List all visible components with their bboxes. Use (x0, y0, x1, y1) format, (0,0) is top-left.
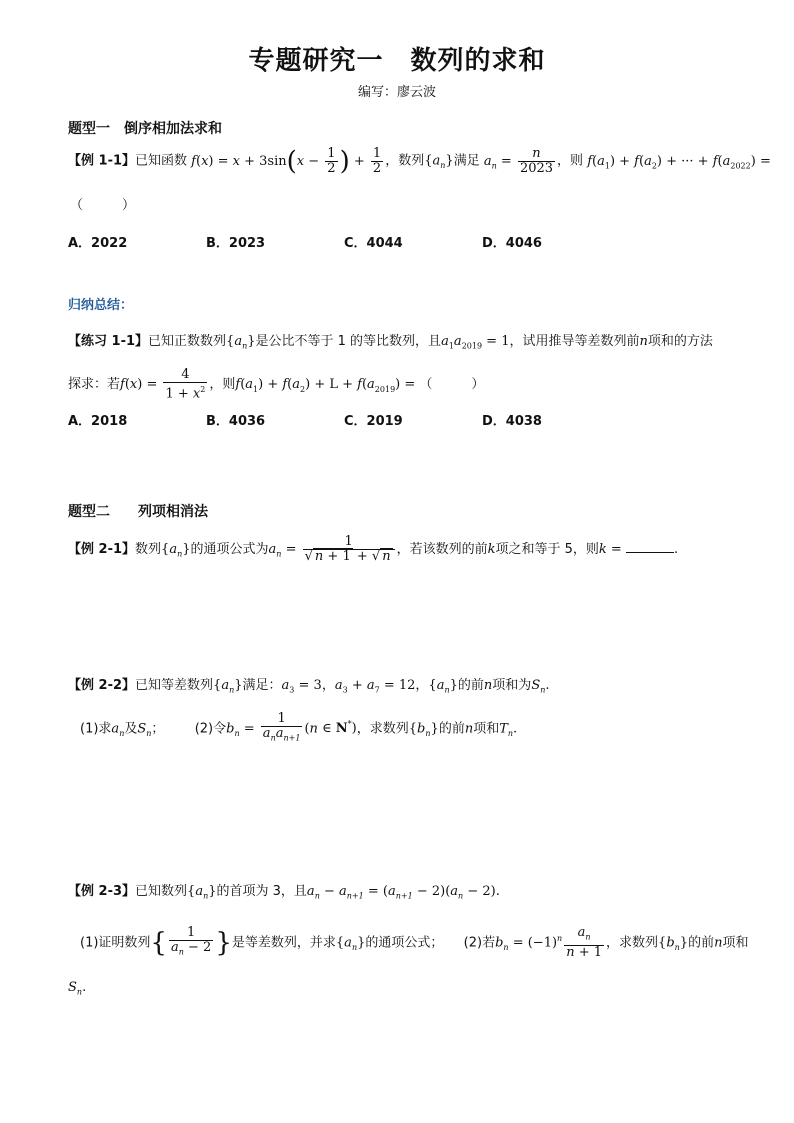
option-b: B．4036 (206, 414, 266, 429)
text: 是等差数列，并求 (231, 935, 336, 951)
text: (2)若 (463, 935, 496, 951)
text: 的首项为 3，且 (216, 884, 307, 899)
option-d: D．4046 (482, 236, 542, 251)
text: 项和的方法 (647, 334, 713, 349)
summary-label: 归纳总结： (68, 298, 134, 313)
text: (1)证明数列 (80, 935, 151, 951)
answer-paren: （ ） (70, 198, 136, 213)
text: 数列 (135, 542, 162, 557)
practice-1-1: 【练习 1-1】已知正数数列$\{a_n\}$是公比不等于 1 的等比数列，且$a_1a_{2019} = 1$，试用推导等差数列前n项和的方法 (68, 334, 713, 351)
text: 的前 (457, 678, 484, 693)
text: ，试用推导等差数列前 (509, 334, 640, 349)
example-2-2-questions: (1)求$a_n$及$S_n$； (2)令$b_n$ = $\frac{1}{a_na_{n+1}}$ (n ∈ N*)，求数列$\{b_n\}$的前n项和$T_n$. (80, 711, 518, 743)
text: 的通项公式为 (190, 542, 269, 557)
example-label: 【例 2-3】 (68, 884, 136, 899)
answer-paren: （ ） (419, 377, 485, 393)
example-1-1: 【例 1-1】已知函数 f(x) = x + 3sin(x − $\frac{1}{2}$ ) + $\frac{1}{2}$ ，数列$\{a_n\}$满足 $a_n$ = $\frac{n}{2023}$ ，则 $f(a_1) + f(a_2)$ + ··· + $f(a_{2022})$ = (68, 145, 771, 176)
option-c: C．4044 (344, 236, 403, 251)
text: . (673, 542, 679, 557)
example-label: 【例 2-1】 (68, 542, 136, 557)
text: ，若该数列的前 (396, 542, 488, 557)
text: 的前 (438, 721, 465, 737)
formula-an: $a_n$ = $\frac{n}{2023}$ (483, 145, 554, 176)
text: 项和 (722, 935, 749, 951)
example-label: 【例 2-2】 (68, 678, 136, 693)
text: 已知正数数列 (148, 334, 227, 349)
text: (1)求 (80, 721, 112, 737)
practice-1-1-line2: 探求：若f(x) = $\frac{4}{1 + x^2}$ ，则$f(a_1) + f(a_2) + L + f(a_{2019})$ = （ ） (68, 367, 485, 402)
text: ，数列 (385, 153, 425, 169)
text: ，求数列 (356, 721, 409, 737)
option-a: A．2022 (68, 236, 128, 251)
option-c: C．2019 (344, 414, 403, 429)
author-line: 编写：廖云波 (357, 85, 436, 100)
text: ，则 (209, 377, 236, 393)
text: 的通项公式； (365, 935, 444, 951)
text: 的前 (688, 935, 715, 951)
example-2-1: 【例 2-1】数列$\{a_n\}$的通项公式为$a_n$ = $\frac{1}{√ n + 1 + √ n}$ ，若该数列的前k项之和等于 5，则k = . (68, 534, 679, 564)
text: 探求：若 (68, 377, 121, 393)
example-2-3-questions: (1)证明数列{ $\frac{1}{a_n - 2}$ }是等差数列，并求$\{a_n\}$的通项公式； (2)若$b_n = (-1)^n$ $\frac{a_n}{n + 1}$ ，求数列$\{b_n\}$的前n项和 (80, 925, 749, 960)
text: 是公比不等于 1 的等比数列，且 (255, 334, 442, 349)
example-2-3: 【例 2-3】已知数列$\{a_n\}$的首项为 3，且$a_n - a_{n+1} = (a_{n+1} - 2)(a_n - 2)$. (68, 884, 500, 901)
text: 已知数列 (135, 884, 188, 899)
text: 项和 (473, 721, 500, 737)
example-label: 【例 1-1】 (68, 153, 136, 169)
formula-sum: $f(a_1) + f(a_2)$ + ··· + $f(a_{2022})$ = (587, 153, 771, 171)
text: ，则 (557, 153, 584, 169)
text: 满足 (453, 153, 480, 169)
page-title: 专题研究一 数列的求和 (248, 46, 546, 76)
option-d: D．4038 (482, 414, 542, 429)
text: 及 (124, 721, 138, 737)
text: (2)令 (194, 721, 227, 737)
text: 满足： (242, 678, 282, 693)
option-b: B．2023 (206, 236, 266, 251)
text: 项之和等于 5，则 (495, 542, 599, 557)
text: 已知等差数列 (135, 678, 214, 693)
text: ，求数列 (606, 935, 659, 951)
text: ； (151, 721, 165, 737)
section-heading-1: 题型一 倒序相加法求和 (68, 121, 222, 137)
example-2-2: 【例 2-2】已知等差数列$\{a_n\}$满足：$a_3 = 3$，$a_3 + a_7 = 12$，$\{a_n\}$的前n项和为$S_n$. (68, 678, 550, 695)
formula-f: f(x) = x + 3sin(x − $\frac{1}{2}$ ) + $\frac{1}{2}$ (191, 145, 382, 176)
text: 已知函数 (135, 153, 188, 169)
section-heading-2: 题型二 列项相消法 (68, 504, 208, 520)
text: 项和为 (492, 678, 532, 693)
example-2-3-tail: $S_n$. (68, 980, 87, 997)
practice-label: 【练习 1-1】 (68, 334, 149, 349)
option-a: A．2018 (68, 414, 128, 429)
answer-blank[interactable] (626, 540, 674, 553)
